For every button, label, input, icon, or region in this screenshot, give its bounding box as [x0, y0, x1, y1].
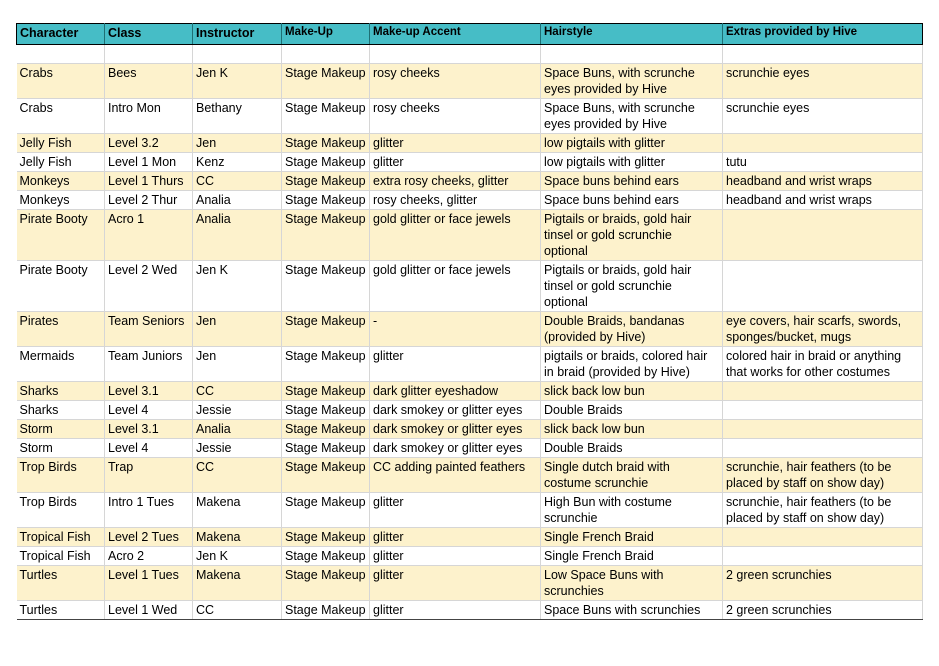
header-row — [17, 24, 923, 45]
table-row — [17, 153, 923, 172]
cell-class[interactable]: Level 3.1 — [105, 382, 193, 401]
cell-character[interactable]: Pirates — [17, 312, 105, 347]
cell-class[interactable]: Level 4 — [105, 401, 193, 420]
cell-character[interactable]: Pirate Booty — [17, 261, 105, 312]
cell-character[interactable]: Tropical Fish — [17, 547, 105, 566]
cell-character[interactable]: Mermaids — [17, 347, 105, 382]
cell-hairstyle[interactable]: Space Buns, with scrunche eyes provided by Hive — [541, 99, 723, 134]
header-instructor[interactable]: Instructor — [193, 24, 282, 45]
cell-extras[interactable]: headband and wrist wraps — [723, 191, 923, 210]
cell-make-up-accent[interactable]: glitter — [370, 528, 541, 547]
cell-make-up[interactable]: Stage Makeup — [282, 528, 370, 547]
cell-make-up[interactable]: Stage Makeup — [282, 566, 370, 601]
cell-make-up[interactable]: Stage Makeup — [282, 172, 370, 191]
cell-hairstyle[interactable]: slick back low bun — [541, 382, 723, 401]
cell-extras[interactable]: scrunchie, hair feathers (to be placed by staff on show day) — [723, 458, 923, 493]
cell-class[interactable]: Level 3.1 — [105, 420, 193, 439]
cell-instructor[interactable]: Makena — [193, 493, 282, 528]
cell-hairstyle[interactable]: Single French Braid — [541, 547, 723, 566]
table-row — [17, 347, 923, 382]
cell-extras[interactable]: tutu — [723, 153, 923, 172]
cell-make-up[interactable]: Stage Makeup — [282, 99, 370, 134]
cell-make-up[interactable]: Stage Makeup — [282, 64, 370, 99]
cell-hairstyle[interactable]: Space buns behind ears — [541, 191, 723, 210]
cell-character[interactable]: Monkeys — [17, 191, 105, 210]
table-row — [17, 312, 923, 347]
cell-instructor[interactable]: CC — [193, 382, 282, 401]
table-cell[interactable] — [193, 45, 282, 64]
cell-class[interactable]: Level 1 Thurs — [105, 172, 193, 191]
cell-hairstyle[interactable]: Single dutch braid with costume scrunchie — [541, 458, 723, 493]
cell-make-up-accent[interactable]: glitter — [370, 601, 541, 620]
table-row — [17, 261, 923, 312]
cell-class[interactable]: Level 1 Tues — [105, 566, 193, 601]
cell-make-up-accent[interactable]: CC adding painted feathers — [370, 458, 541, 493]
cell-instructor[interactable]: Jen — [193, 134, 282, 153]
cell-character[interactable]: Monkeys — [17, 172, 105, 191]
cell-make-up-accent[interactable]: gold glitter or face jewels — [370, 210, 541, 261]
cell-make-up-accent[interactable]: extra rosy cheeks, glitter — [370, 172, 541, 191]
cell-class[interactable]: Intro 1 Tues — [105, 493, 193, 528]
cell-instructor[interactable]: Makena — [193, 566, 282, 601]
cell-make-up-accent[interactable]: gold glitter or face jewels — [370, 261, 541, 312]
cell-class[interactable]: Level 1 Mon — [105, 153, 193, 172]
table-row — [17, 420, 923, 439]
table-row — [17, 528, 923, 547]
cell-make-up-accent[interactable]: dark smokey or glitter eyes — [370, 439, 541, 458]
cell-extras[interactable] — [723, 528, 923, 547]
cell-instructor[interactable]: CC — [193, 601, 282, 620]
cell-extras[interactable] — [723, 261, 923, 312]
cell-instructor[interactable]: Jessie — [193, 439, 282, 458]
cell-class[interactable]: Level 4 — [105, 439, 193, 458]
cell-instructor[interactable]: Jen — [193, 347, 282, 382]
cell-make-up-accent[interactable]: glitter — [370, 347, 541, 382]
cell-make-up[interactable]: Stage Makeup — [282, 493, 370, 528]
cell-instructor[interactable]: Jen K — [193, 261, 282, 312]
cell-class[interactable]: Level 2 Tues — [105, 528, 193, 547]
cell-hairstyle[interactable]: Double Braids — [541, 401, 723, 420]
cell-make-up-accent[interactable]: rosy cheeks — [370, 99, 541, 134]
table-row — [17, 601, 923, 620]
cell-character[interactable]: Tropical Fish — [17, 528, 105, 547]
table-row — [17, 172, 923, 191]
cell-class[interactable]: Team Juniors — [105, 347, 193, 382]
table-row — [17, 547, 923, 566]
cell-class[interactable]: Intro Mon — [105, 99, 193, 134]
cell-make-up-accent[interactable]: glitter — [370, 153, 541, 172]
cell-make-up[interactable]: Stage Makeup — [282, 601, 370, 620]
header-make-up-accent[interactable]: Make-up Accent — [370, 24, 541, 45]
cell-hairstyle[interactable]: low pigtails with glitter — [541, 153, 723, 172]
table-row — [17, 566, 923, 601]
table-row — [17, 401, 923, 420]
empty-row — [17, 45, 923, 64]
cell-extras[interactable]: headband and wrist wraps — [723, 172, 923, 191]
table-cell[interactable] — [541, 45, 723, 64]
cell-extras[interactable] — [723, 439, 923, 458]
cell-character[interactable]: Crabs — [17, 99, 105, 134]
cell-make-up[interactable]: Stage Makeup — [282, 134, 370, 153]
cell-make-up[interactable]: Stage Makeup — [282, 401, 370, 420]
cell-class[interactable]: Bees — [105, 64, 193, 99]
cell-extras[interactable]: scrunchie eyes — [723, 64, 923, 99]
cell-make-up-accent[interactable]: glitter — [370, 493, 541, 528]
cell-extras[interactable]: scrunchie eyes — [723, 99, 923, 134]
cell-character[interactable]: Trop Birds — [17, 493, 105, 528]
cell-hairstyle[interactable]: Pigtails or braids, gold hair tinsel or gold scrunchie optional — [541, 210, 723, 261]
table-row — [17, 99, 923, 134]
cell-instructor[interactable]: Jen K — [193, 64, 282, 99]
cell-class[interactable]: Level 2 Thur — [105, 191, 193, 210]
cell-extras[interactable]: scrunchie, hair feathers (to be placed by staff on show day) — [723, 493, 923, 528]
cell-make-up[interactable]: Stage Makeup — [282, 191, 370, 210]
cell-hairstyle[interactable]: Space Buns, with scrunche eyes provided by Hive — [541, 64, 723, 99]
cell-make-up[interactable]: Stage Makeup — [282, 547, 370, 566]
header-class[interactable]: Class — [105, 24, 193, 45]
cell-extras[interactable] — [723, 547, 923, 566]
cell-make-up-accent[interactable]: rosy cheeks — [370, 64, 541, 99]
table-row — [17, 134, 923, 153]
cell-make-up[interactable]: Stage Makeup — [282, 382, 370, 401]
cell-hairstyle[interactable]: Double Braids, bandanas (provided by Hive) — [541, 312, 723, 347]
cell-instructor[interactable]: Jessie — [193, 401, 282, 420]
cell-hairstyle[interactable]: Space Buns with scrunchies — [541, 601, 723, 620]
header-make-up[interactable]: Make-Up — [282, 24, 370, 45]
table-row — [17, 64, 923, 99]
cell-extras[interactable]: 2 green scrunchies — [723, 566, 923, 601]
cell-class[interactable]: Level 2 Wed — [105, 261, 193, 312]
cell-make-up[interactable]: Stage Makeup — [282, 458, 370, 493]
cell-instructor[interactable]: Analia — [193, 210, 282, 261]
cell-make-up-accent[interactable]: dark smokey or glitter eyes — [370, 401, 541, 420]
header-character[interactable]: Character — [17, 24, 105, 45]
costume-table — [16, 23, 923, 620]
cell-instructor[interactable]: Jen K — [193, 547, 282, 566]
cell-character[interactable]: Turtles — [17, 566, 105, 601]
cell-instructor[interactable]: Kenz — [193, 153, 282, 172]
cell-class[interactable]: Team Seniors — [105, 312, 193, 347]
cell-hairstyle[interactable]: Double Braids — [541, 439, 723, 458]
cell-extras[interactable]: eye covers, hair scarfs, swords, sponges/bucket, mugs — [723, 312, 923, 347]
table-cell[interactable] — [723, 45, 923, 64]
cell-character[interactable]: Crabs — [17, 64, 105, 99]
cell-hairstyle[interactable]: low pigtails with glitter — [541, 134, 723, 153]
table-cell[interactable] — [282, 45, 370, 64]
cell-make-up-accent[interactable]: - — [370, 312, 541, 347]
cell-extras[interactable] — [723, 420, 923, 439]
cell-character[interactable]: Turtles — [17, 601, 105, 620]
table-cell[interactable] — [17, 45, 105, 64]
table-cell[interactable] — [370, 45, 541, 64]
table-row — [17, 439, 923, 458]
cell-make-up[interactable]: Stage Makeup — [282, 347, 370, 382]
cell-extras[interactable] — [723, 382, 923, 401]
table-cell[interactable] — [105, 45, 193, 64]
cell-character[interactable]: Jelly Fish — [17, 153, 105, 172]
header-hairstyle[interactable]: Hairstyle — [541, 24, 723, 45]
cell-character[interactable]: Trop Birds — [17, 458, 105, 493]
cell-make-up-accent[interactable]: glitter — [370, 134, 541, 153]
cell-class[interactable]: Trap — [105, 458, 193, 493]
cell-instructor[interactable]: CC — [193, 458, 282, 493]
cell-instructor[interactable]: Bethany — [193, 99, 282, 134]
cell-instructor[interactable]: CC — [193, 172, 282, 191]
table-row — [17, 458, 923, 493]
cell-make-up[interactable]: Stage Makeup — [282, 261, 370, 312]
cell-character[interactable]: Storm — [17, 439, 105, 458]
table-row — [17, 493, 923, 528]
cell-extras[interactable] — [723, 134, 923, 153]
cell-class[interactable]: Level 3.2 — [105, 134, 193, 153]
cell-hairstyle[interactable]: Single French Braid — [541, 528, 723, 547]
cell-make-up-accent[interactable]: glitter — [370, 566, 541, 601]
cell-character[interactable]: Pirate Booty — [17, 210, 105, 261]
cell-hairstyle[interactable]: slick back low bun — [541, 420, 723, 439]
cell-class[interactable]: Acro 2 — [105, 547, 193, 566]
cell-instructor[interactable]: Analia — [193, 420, 282, 439]
table-row — [17, 382, 923, 401]
cell-hairstyle[interactable]: Pigtails or braids, gold hair tinsel or gold scrunchie optional — [541, 261, 723, 312]
cell-make-up-accent[interactable]: rosy cheeks, glitter — [370, 191, 541, 210]
cell-make-up-accent[interactable]: dark smokey or glitter eyes — [370, 420, 541, 439]
cell-character[interactable]: Sharks — [17, 382, 105, 401]
cell-instructor[interactable]: Jen — [193, 312, 282, 347]
cell-instructor[interactable]: Makena — [193, 528, 282, 547]
cell-class[interactable]: Acro 1 — [105, 210, 193, 261]
table-row — [17, 210, 923, 261]
cell-hairstyle[interactable]: High Bun with costume scrunchie — [541, 493, 723, 528]
table-body — [17, 45, 923, 620]
cell-character[interactable]: Storm — [17, 420, 105, 439]
cell-instructor[interactable]: Analia — [193, 191, 282, 210]
cell-make-up-accent[interactable]: glitter — [370, 547, 541, 566]
cell-make-up-accent[interactable]: dark glitter eyeshadow — [370, 382, 541, 401]
header-extras[interactable]: Extras provided by Hive — [723, 24, 923, 45]
cell-class[interactable]: Level 1 Wed — [105, 601, 193, 620]
cell-character[interactable]: Sharks — [17, 401, 105, 420]
cell-make-up[interactable]: Stage Makeup — [282, 312, 370, 347]
table-row — [17, 191, 923, 210]
cell-extras[interactable] — [723, 210, 923, 261]
cell-make-up[interactable]: Stage Makeup — [282, 439, 370, 458]
cell-hairstyle[interactable]: pigtails or braids, colored hair in braid (provided by Hive) — [541, 347, 723, 382]
cell-hairstyle[interactable]: Space buns behind ears — [541, 172, 723, 191]
cell-character[interactable]: Jelly Fish — [17, 134, 105, 153]
cell-extras[interactable]: 2 green scrunchies — [723, 601, 923, 620]
cell-hairstyle[interactable]: Low Space Buns with scrunchies — [541, 566, 723, 601]
cell-make-up[interactable]: Stage Makeup — [282, 420, 370, 439]
cell-make-up[interactable]: Stage Makeup — [282, 153, 370, 172]
cell-extras[interactable]: colored hair in braid or anything that works for other costumes — [723, 347, 923, 382]
cell-make-up[interactable]: Stage Makeup — [282, 210, 370, 261]
cell-extras[interactable] — [723, 401, 923, 420]
